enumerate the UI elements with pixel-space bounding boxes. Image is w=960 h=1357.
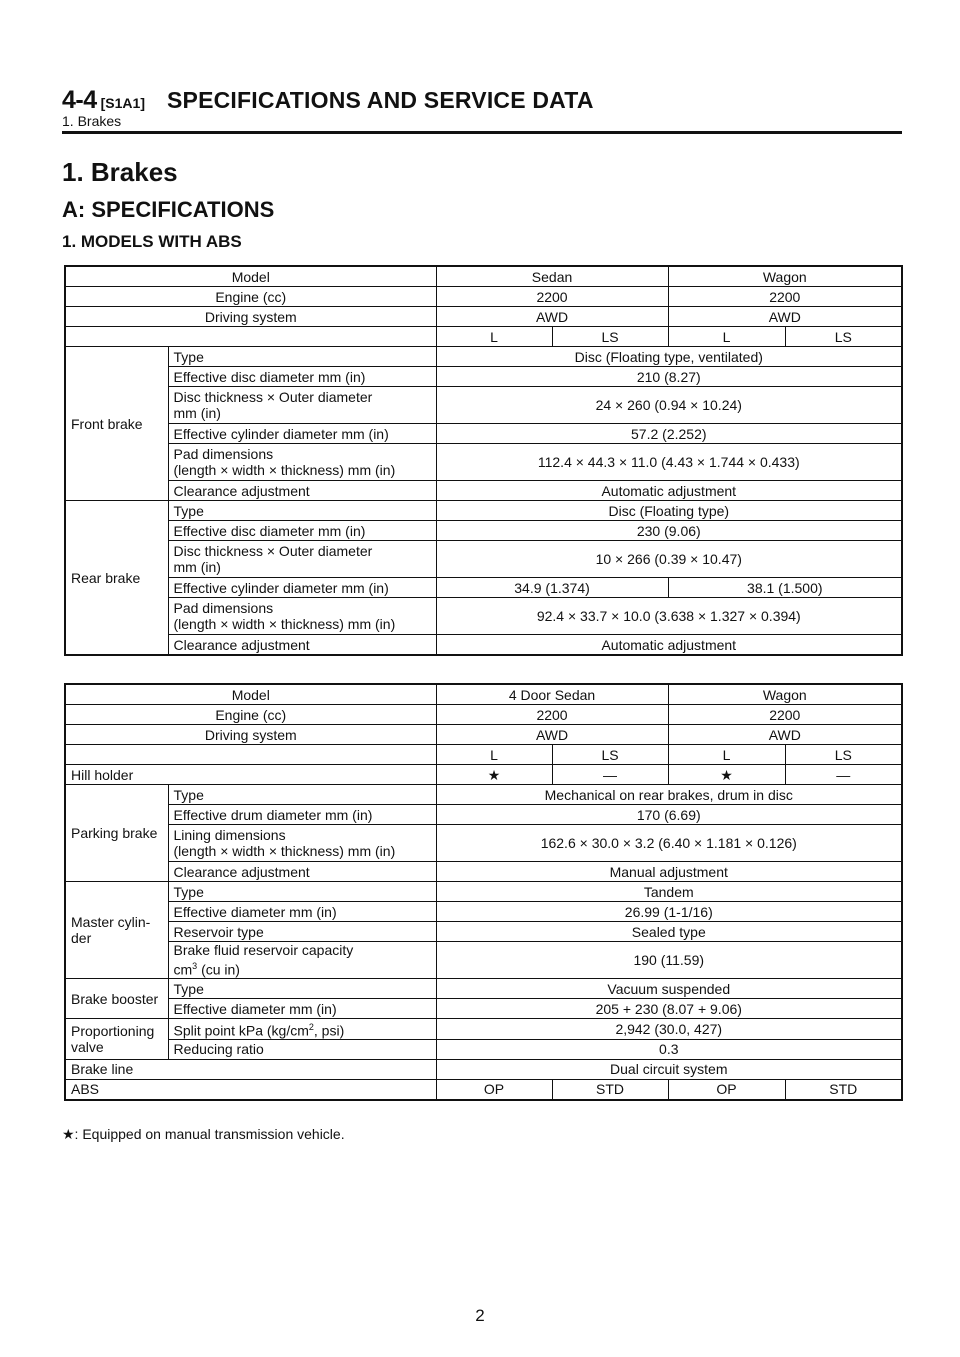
row-value: 26.99 (1-1/16) <box>436 902 902 922</box>
engine-wagon: 2200 <box>668 705 902 725</box>
grade-cell: LS <box>552 327 668 347</box>
table-row <box>65 541 902 578</box>
rear-brake-label: Rear brake <box>65 501 168 656</box>
grade-blank <box>65 745 436 765</box>
drive-sedan: AWD <box>436 307 668 327</box>
brake-booster-label: Brake booster <box>65 979 168 1019</box>
header-title: SPECIFICATIONS AND SERVICE DATA <box>167 87 594 113</box>
row-value: 210 (8.27) <box>436 367 902 387</box>
row-label: Type <box>168 501 436 521</box>
hill-holder-value: — <box>552 765 668 785</box>
table-row <box>65 327 902 347</box>
table-row <box>65 902 902 922</box>
abs-value: OP <box>668 1079 785 1100</box>
abs-value: OP <box>436 1079 552 1100</box>
grade-cell: LS <box>785 327 902 347</box>
spec-table-brakes <box>64 265 903 656</box>
engine-sedan: 2200 <box>436 287 668 307</box>
row-label: Effective cylinder diameter mm (in) <box>168 424 436 444</box>
section-code: [S1A1] <box>100 95 145 111</box>
row-label: Effective diameter mm (in) <box>168 902 436 922</box>
row-value: 190 (11.59) <box>436 942 902 979</box>
table-row <box>65 805 902 825</box>
model-sedan: 4 Door Sedan <box>436 684 668 705</box>
row-label: Type <box>168 347 436 367</box>
abs-value: STD <box>552 1079 668 1100</box>
table-row <box>65 367 902 387</box>
row-label: Reducing ratio <box>168 1039 436 1059</box>
engine-sedan: 2200 <box>436 705 668 725</box>
table-row <box>65 1019 902 1040</box>
table-row <box>65 501 902 521</box>
table-row <box>65 307 902 327</box>
hill-holder-label: Hill holder <box>65 765 436 785</box>
table-row <box>65 578 902 598</box>
grade-cell: LS <box>785 745 902 765</box>
brake-line-value: Dual circuit system <box>436 1059 902 1079</box>
row-value: Vacuum suspended <box>436 979 902 999</box>
abs-value: STD <box>785 1079 902 1100</box>
parking-brake-label: Parking brake <box>65 785 168 882</box>
row-value: Manual adjustment <box>436 862 902 882</box>
model-wagon: Wagon <box>668 684 902 705</box>
table-row <box>65 725 902 745</box>
table-row <box>65 424 902 444</box>
row-value: Automatic adjustment <box>436 635 902 656</box>
subsection-title: 1. MODELS WITH ABS <box>62 232 242 251</box>
page-number: 2 <box>475 1306 485 1325</box>
grade-cell: LS <box>552 745 668 765</box>
row-label: Effective drum diameter mm (in) <box>168 805 436 825</box>
row-label: Type <box>168 979 436 999</box>
row-label: Pad dimensions (length × width × thickness) mm (in) <box>168 598 436 635</box>
model-sedan: Sedan <box>436 266 668 287</box>
row-value: 112.4 × 44.3 × 11.0 (4.43 × 1.744 × 0.433) <box>436 444 902 481</box>
drive-label: Driving system <box>65 725 436 745</box>
row-label: Clearance adjustment <box>168 862 436 882</box>
table-row <box>65 825 902 862</box>
drive-wagon: AWD <box>668 307 902 327</box>
chapter-title: 1. Brakes <box>62 157 178 187</box>
proportioning-valve-label: Proportioning valve <box>65 1019 168 1060</box>
row-label: Disc thickness × Outer diameter mm (in) <box>168 541 436 578</box>
row-label: Effective cylinder diameter mm (in) <box>168 578 436 598</box>
model-wagon: Wagon <box>668 266 902 287</box>
row-value: 2,942 (30.0, 427) <box>436 1019 902 1040</box>
row-label: Effective disc diameter mm (in) <box>168 367 436 387</box>
engine-label: Engine (cc) <box>65 287 436 307</box>
row-label: Pad dimensions (length × width × thickness) mm (in) <box>168 444 436 481</box>
row-value: 0.3 <box>436 1039 902 1059</box>
row-value: Sealed type <box>436 922 902 942</box>
header-divider <box>62 131 902 134</box>
grade-cell: L <box>436 327 552 347</box>
row-value: Automatic adjustment <box>436 481 902 501</box>
footnote: ★: Equipped on manual transmission vehicle. <box>62 1126 345 1142</box>
row-value: 170 (6.69) <box>436 805 902 825</box>
drive-wagon: AWD <box>668 725 902 745</box>
table-row <box>65 705 902 725</box>
grade-cell: L <box>436 745 552 765</box>
table-row <box>65 598 902 635</box>
hill-holder-value: ★ <box>436 765 552 785</box>
drive-label: Driving system <box>65 307 436 327</box>
row-value: 10 × 266 (0.39 × 10.47) <box>436 541 902 578</box>
table-row <box>65 1039 902 1059</box>
header-subtitle: 1. Brakes <box>62 113 122 129</box>
table-row <box>65 521 902 541</box>
engine-wagon: 2200 <box>668 287 902 307</box>
table-row <box>65 862 902 882</box>
table-row <box>65 347 902 367</box>
hill-holder-value: — <box>785 765 902 785</box>
table-row <box>65 922 902 942</box>
grade-cell: L <box>668 327 785 347</box>
table-row <box>65 999 902 1019</box>
row-label: Reservoir type <box>168 922 436 942</box>
grade-blank <box>65 327 436 347</box>
table-row <box>65 1079 902 1100</box>
table-row <box>65 481 902 501</box>
model-label: Model <box>65 684 436 705</box>
row-value: Tandem <box>436 882 902 902</box>
page-header <box>62 86 902 115</box>
table-row <box>65 942 902 979</box>
row-label: Clearance adjustment <box>168 481 436 501</box>
drive-sedan: AWD <box>436 725 668 745</box>
master-cylinder-label: Master cylin- der <box>65 882 168 979</box>
row-value: 162.6 × 30.0 × 3.2 (6.40 × 1.181 × 0.126) <box>436 825 902 862</box>
row-value: 92.4 × 33.7 × 10.0 (3.638 × 1.327 × 0.394) <box>436 598 902 635</box>
spec-table-parking-master <box>64 683 903 1101</box>
row-label: Type <box>168 882 436 902</box>
table-row <box>65 979 902 999</box>
model-label: Model <box>65 266 436 287</box>
front-brake-label: Front brake <box>65 347 168 501</box>
section-title: A: SPECIFICATIONS <box>62 197 275 222</box>
table-row <box>65 684 902 705</box>
grade-cell: L <box>668 745 785 765</box>
row-value-sedan: 34.9 (1.374) <box>436 578 668 598</box>
row-value: 230 (9.06) <box>436 521 902 541</box>
table-row <box>65 387 902 424</box>
table-row <box>65 785 902 805</box>
hill-holder-value: ★ <box>668 765 785 785</box>
abs-label: ABS <box>65 1079 436 1100</box>
row-label: Effective diameter mm (in) <box>168 999 436 1019</box>
engine-label: Engine (cc) <box>65 705 436 725</box>
table-row <box>65 635 902 656</box>
row-value: 57.2 (2.252) <box>436 424 902 444</box>
row-value: 205 + 230 (8.07 + 9.06) <box>436 999 902 1019</box>
row-value: Disc (Floating type, ventilated) <box>436 347 902 367</box>
section-number: 4-4 <box>62 86 97 114</box>
table-row <box>65 765 902 785</box>
row-value: Disc (Floating type) <box>436 501 902 521</box>
table-row <box>65 287 902 307</box>
table-row <box>65 266 902 287</box>
brake-line-label: Brake line <box>65 1059 436 1079</box>
table-row <box>65 745 902 765</box>
table-row <box>65 444 902 481</box>
row-label: Type <box>168 785 436 805</box>
row-label: Split point kPa ($kg/cm^2$, psi) <box>168 1019 436 1040</box>
row-value: Mechanical on rear brakes, drum in disc <box>436 785 902 805</box>
table-row <box>65 882 902 902</box>
row-label: Brake fluid reservoir capacity $cm^3$ (cu in) <box>168 942 436 979</box>
row-label: Effective disc diameter mm (in) <box>168 521 436 541</box>
row-value: 24 × 260 (0.94 × 10.24) <box>436 387 902 424</box>
table-row <box>65 1059 902 1079</box>
row-value-wagon: 38.1 (1.500) <box>668 578 902 598</box>
row-label: Clearance adjustment <box>168 635 436 656</box>
row-label: Disc thickness × Outer diameter mm (in) <box>168 387 436 424</box>
row-label: Lining dimensions (length × width × thickness) mm (in) <box>168 825 436 862</box>
